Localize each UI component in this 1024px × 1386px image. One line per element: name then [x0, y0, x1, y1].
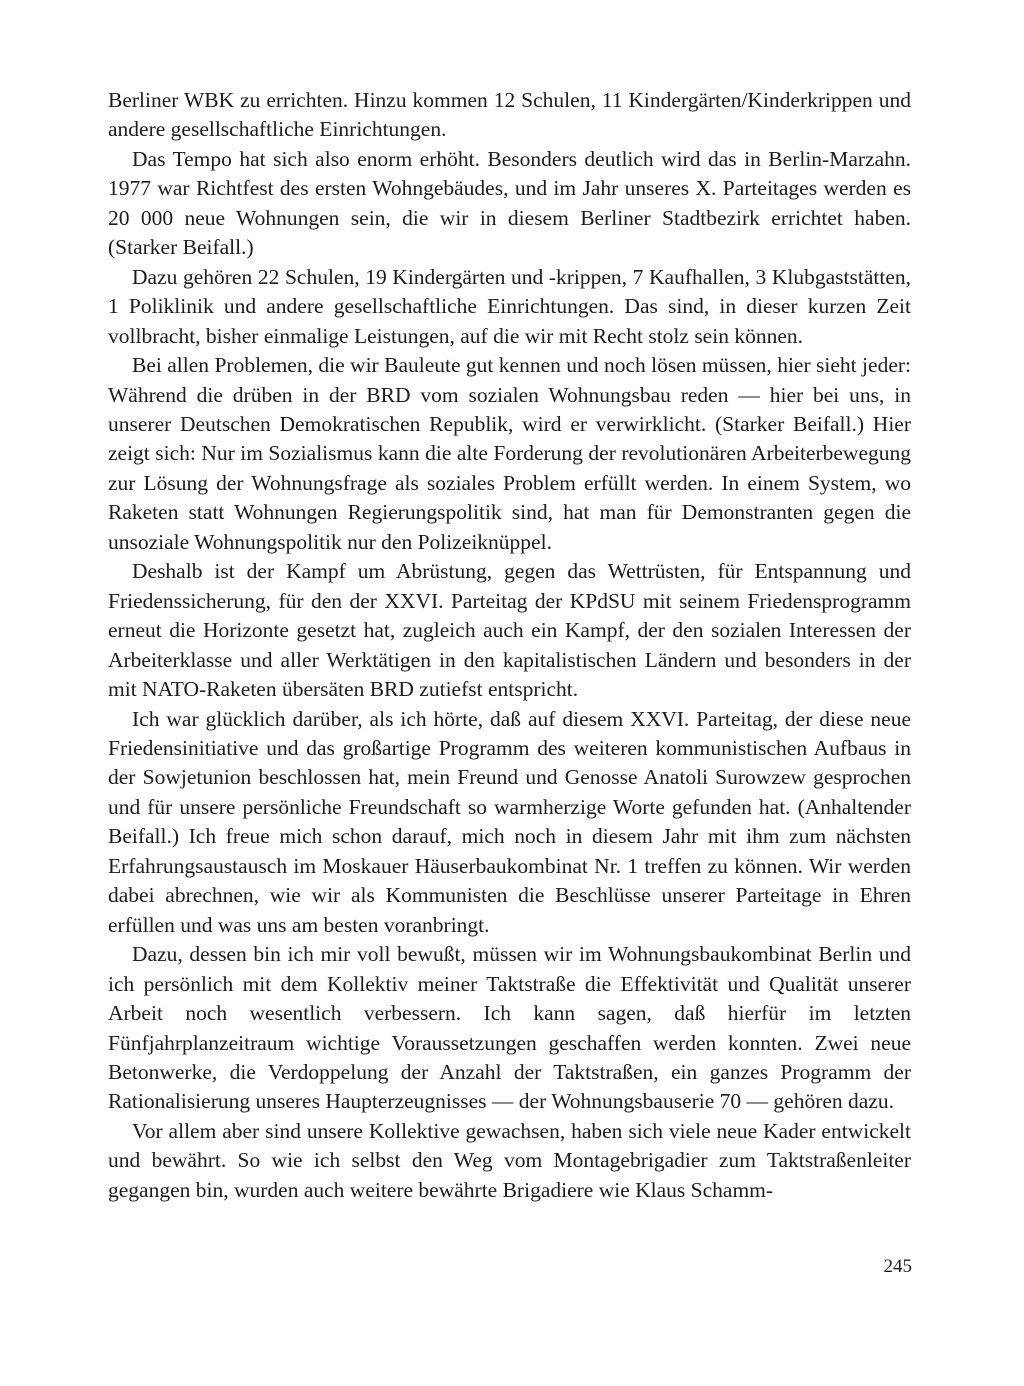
paragraph-2: Das Tempo hat sich also enorm erhöht. Besonders deutlich wird das in Berlin-Marzahn. 1977 war Richtfest des ersten Wohngebäudes, und im Jahr unseres X. Parteitages werden es 20 000 neue Wohnungen sein, die wir in diesem Berliner Stadtbezirk errichtet haben. (Starker Beifall.) — [108, 146, 911, 260]
paragraph-1: Berliner WBK zu errichten. Hinzu kommen 12 Schulen, 11 Kindergärten/Kinderkrippen und andere gesellschaftliche Einrichtungen. — [108, 88, 911, 142]
paragraph-8: Vor allem aber sind unsere Kollektive gewachsen, haben sich viele neue Kader entwickelt und bewährt. So wie ich selbst den Weg vom Montagebrigadier zum Taktstraßenleiter gegangen bin, wurden auch weitere bewährte Brigadiere wie Klaus Schamm- — [108, 1118, 911, 1202]
page-number: 245 — [883, 1256, 912, 1277]
body-text — [108, 86, 911, 1205]
paragraph-6: Ich war glücklich darüber, als ich hörte, daß auf diesem XXVI. Parteitag, der diese neue Friedensinitiative und das großartige Programm des weiteren kommunistischen Aufbaus in der Sowjetunion beschlossen hat, mein Freund und Genosse Anatoli Surowzew gesprochen und für unsere persönliche Freundschaft so warmherzige Worte gefunden hat. (Anhaltender Beifall.) Ich freue mich schon darauf, mich noch in diesem Jahr mit ihm zum nächsten Erfahrungsaustausch im Moskauer Häuserbaukombinat Nr. 1 treffen zu können. Wir werden dabei abrechnen, wie wir als Kommunisten die Beschlüsse unserer Parteitage in Ehren erfüllen und was uns am besten voranbringt. — [108, 706, 911, 937]
paragraph-5: Deshalb ist der Kampf um Abrüstung, gegen das Wettrüsten, für Entspannung und Friedenssicherung, für den der XXVI. Parteitag der KPdSU mit seinem Friedensprogramm erneut die Horizonte gesetzt hat, zugleich auch ein Kampf, der den sozialen Interessen der Arbeiterklasse und aller Werktätigen in den kapitalistischen Ländern und besonders in der mit NATO-Raketen übersäten BRD zutiefst entspricht. — [108, 559, 911, 702]
paragraph-4: Bei allen Problemen, die wir Bauleute gut kennen und noch lösen müssen, hier sieht jeder: Während die drüben in der BRD vom sozialen Wohnungsbau reden — hier bei uns, in unserer Deutschen Demokratischen Republik, wird er verwirklicht. (Starker Beifall.) Hier zeigt sich: Nur im Sozialismus kann die alte Forderung der revolutionären Arbeiterbewegung zur Lösung der Wohnungsfrage als soziales Problem erfüllt werden. In einem System, wo Raketen statt Wohnungen Regierungspolitik sind, hat man für Demonstranten gegen die unsoziale Wohnungspolitik nur den Polizeiknüppel. — [108, 353, 911, 554]
paragraph-7: Dazu, dessen bin ich mir voll bewußt, müssen wir im Wohnungsbaukombinat Berlin und ich persönlich mit dem Kollektiv meiner Taktstraße die Effektivität und Qualität unserer Arbeit noch wesentlich verbessern. Ich kann sagen, daß hierfür im letzten Fünfjahrplanzeitraum wichtige Voraussetzungen geschaffen werden konnten. Zwei neue Betonwerke, die Verdoppelung der Anzahl der Taktstraßen, ein ganzes Programm der Rationalisierung unseres Haupterzeugnisses — der Wohnungsbauserie 70 — gehören dazu. — [108, 942, 911, 1114]
paragraph-3: Dazu gehören 22 Schulen, 19 Kindergärten und -krippen, 7 Kaufhallen, 3 Klubgaststätten, 1 Poliklinik und andere gesellschaftliche Einrichtungen. Das sind, in dieser kurzen Zeit vollbracht, bisher einmalige Leistungen, auf die wir mit Recht stolz sein können. — [108, 264, 911, 348]
